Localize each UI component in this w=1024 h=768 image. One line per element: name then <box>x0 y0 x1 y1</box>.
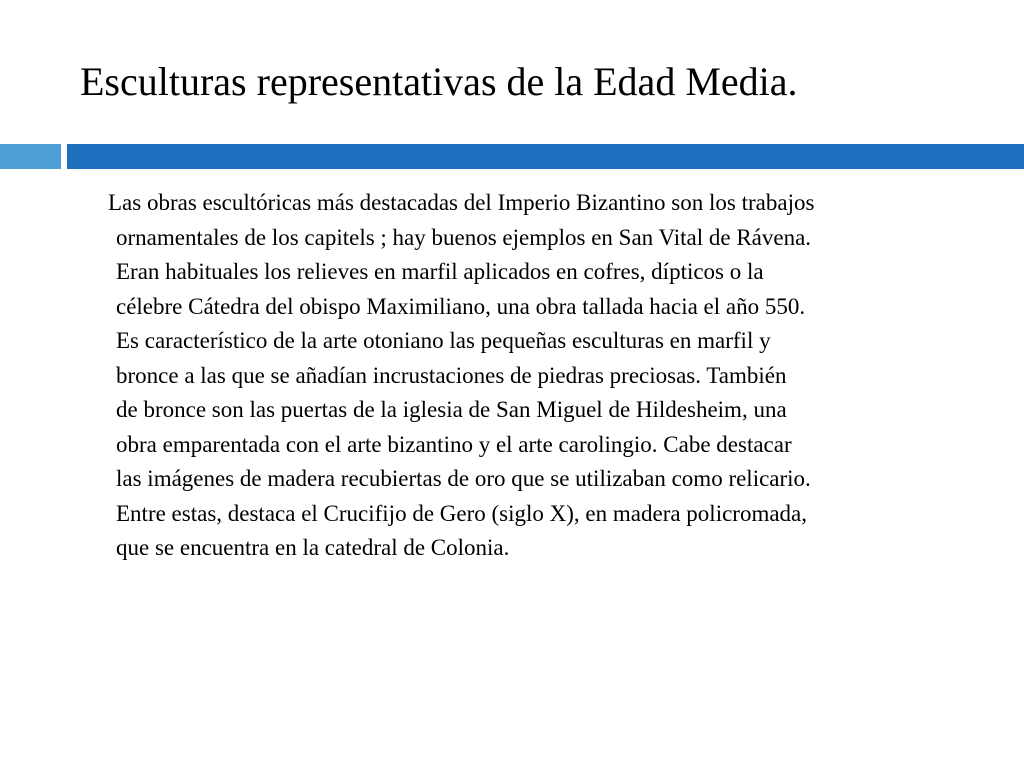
body-line: obra emparentada con el arte bizantino y el arte carolingio. Cabe destacar <box>116 431 792 457</box>
body-line: de bronce son las puertas de la iglesia de San Miguel de Hildesheim, una <box>116 397 787 422</box>
accent-bar-right <box>67 144 1024 169</box>
body-line: las imágenes de madera recubiertas de oro que se utilizaban como relicario. <box>116 466 811 491</box>
body-line: Es característico de la arte otoniano las pequeñas esculturas en marfil y <box>116 328 771 353</box>
body-line: que se encuentra en la catedral de Colonia. <box>116 535 510 560</box>
slide-body-paragraph <box>96 186 976 566</box>
body-line: célebre Cátedra del obispo Maximiliano, una obra tallada hacia el año 550. <box>116 293 806 319</box>
body-line: bronce a las que se añadían incrustaciones de piedras preciosas. También <box>116 362 787 388</box>
accent-bar-left <box>0 144 61 169</box>
body-line: Las obras escultóricas más destacadas del Imperio Bizantino son los trabajos <box>108 190 815 215</box>
body-line: ornamentales de los capitels ; hay buenos ejemplos en San Vital de Rávena. <box>116 224 812 250</box>
body-line: Eran habituales los relieves en marfil aplicados en cofres, dípticos o la <box>116 259 764 284</box>
slide-title: Esculturas representativas de la Edad Media. <box>80 59 798 104</box>
body-line: Entre estas, destaca el Crucifijo de Gero (siglo X), en madera policromada, <box>116 500 808 526</box>
